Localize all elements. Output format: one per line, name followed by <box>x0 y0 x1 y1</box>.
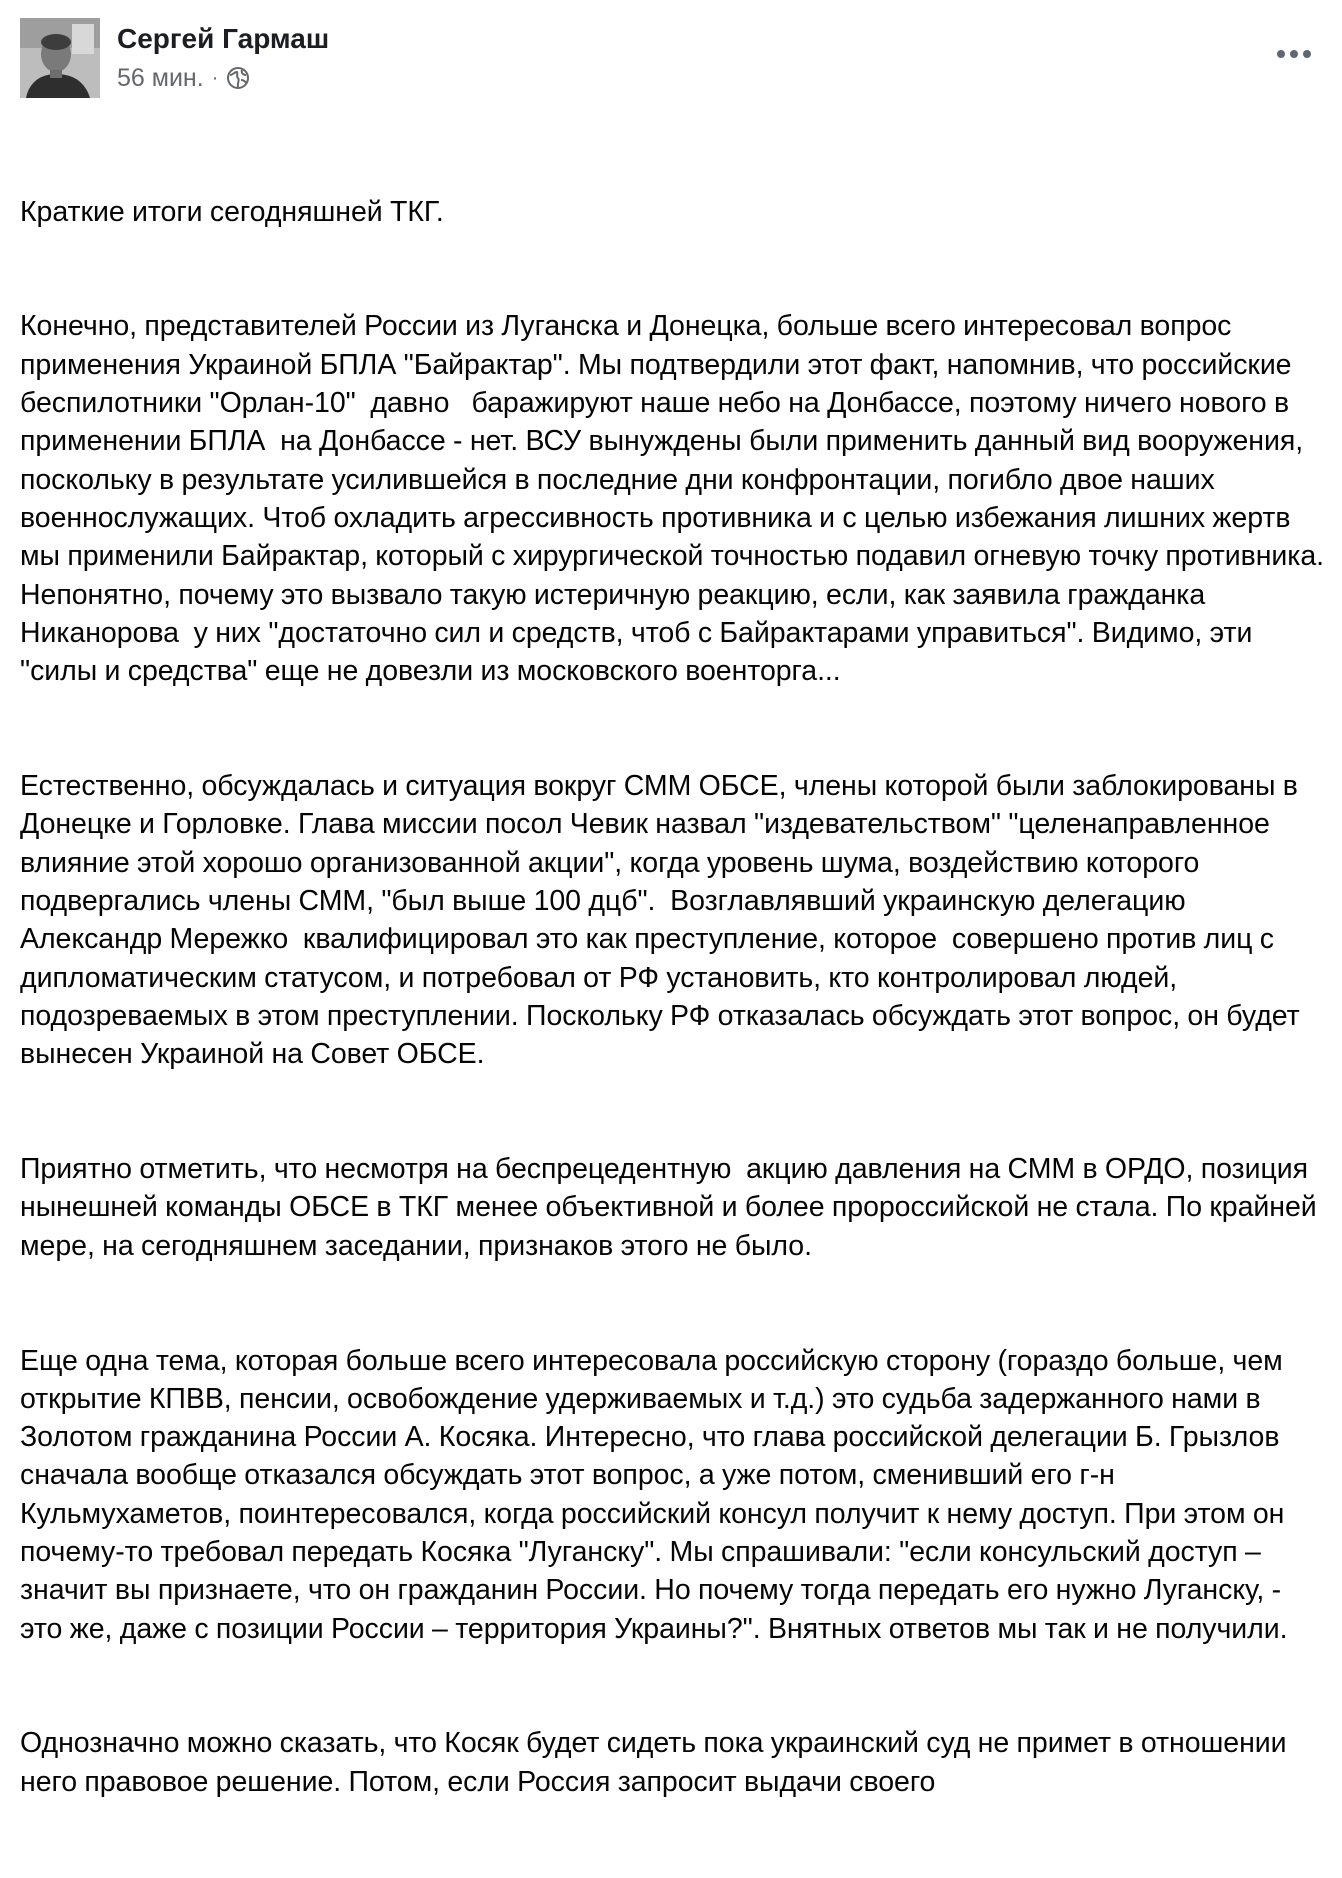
post-header <box>20 18 1322 100</box>
post-paragraph: Однозначно можно сказать, что Косяк будет сидеть пока украинский суд не примет в отношении него правовое решение. Потом, если Россия запросит выдачи своего <box>20 1727 1294 1798</box>
more-options-button[interactable] <box>1266 32 1322 76</box>
post-meta <box>117 62 250 94</box>
post-body <box>20 116 1330 1878</box>
avatar-photo-icon <box>20 18 100 98</box>
post-timestamp[interactable]: 56 мин. <box>117 63 204 92</box>
post-paragraph: Естественно, обсуждалась и ситуация вокруг СММ ОБСЕ, члены которой были заблокированы в Донецке и Горловке. Глава миссии посол Чевик назвал "издевательством" "целенаправленное влияние этой хорошо организованной акции", когда уровень шума, воздействию которого подвергались члены СММ, "был выше 100 дцб". Возглавлявший украинскую делегацию Александр Мережко квалифицировал это как преступление, которое совершено против лиц с дипломатическим статусом, и потребовал от РФ установить, кто контролировал людей, подозреваемых в этом преступлении. Поскольку РФ отказалась обсуждать этот вопрос, он будет вынесен Украиной на Совет ОБСЕ. <box>20 770 1308 1071</box>
author-avatar[interactable] <box>20 18 100 98</box>
author-name[interactable]: Сергей Гармаш <box>117 23 330 54</box>
post-paragraph: Краткие итоги сегодняшней ТКГ. <box>20 195 444 228</box>
post-paragraph: Еще одна тема, которая больше всего интересовала российскую сторону (гораздо больше, чем открытие КПВВ, пенсии, освобождение удерживаемых и т.д.) это судьба задержанного нами в Золотом гражданина России А. Косяка. Интересно, что глава российской делегации Б. Грызлов сначала вообще отказался обсуждать этот вопрос, а уже потом, сменивший его г-н Кульмухаметов, поинтересовался, когда российский консул получит к нему доступ. При этом он почему-то требовал передать Косяка "Луганску". Мы спрашивали: "если консульский доступ – значит вы признаете, что он гражданин России. Но почему тогда передать его нужно Луганску, - это же, даже с позиции России – территория Украины?". Внятных ответов мы так и не получили. <box>20 1344 1292 1645</box>
meta-separator: · <box>211 66 219 89</box>
globe-icon[interactable] <box>226 66 250 90</box>
post-paragraph: Конечно, представителей России из Луганска и Донецка, больше всего интересовал вопрос применения Украиной БПЛА "Байрактар". Мы подтвердили этот факт, напомнив, что российские беспилотники "Орлан-10" давно баражируют наше небо на Донбассе, поэтому ничего нового в применении БПЛА на Донбассе - нет. ВСУ вынуждены были применить данный вид вооружения, поскольку в результате усилившейся в последние дни конфронтации, погибло двое наших военнослужащих. Чтоб охладить агрессивность противника и с целью избежания лишних жертв мы применили Байрактар, который с хирургической точностью подавил огневую точку противника. Непонятно, почему это вызвало такую истеричную реакцию, если, как заявила гражданка Никанорова у них "достаточно сил и средств, чтоб с Байрактарами управиться". Видимо, эти "силы и средства" еще не довезли из московского военторга... <box>20 310 1332 688</box>
more-horizontal-icon <box>1277 50 1285 58</box>
post-paragraph: Приятно отметить, что несмотря на беспрецедентную акцию давления на СММ в ОРДО, позиция нынешней команды ОБСЕ в ТКГ менее объективной и более пророссийской не стала. По крайней мере, на сегодняшнем заседании, признаков этого не было. <box>20 1153 1324 1262</box>
